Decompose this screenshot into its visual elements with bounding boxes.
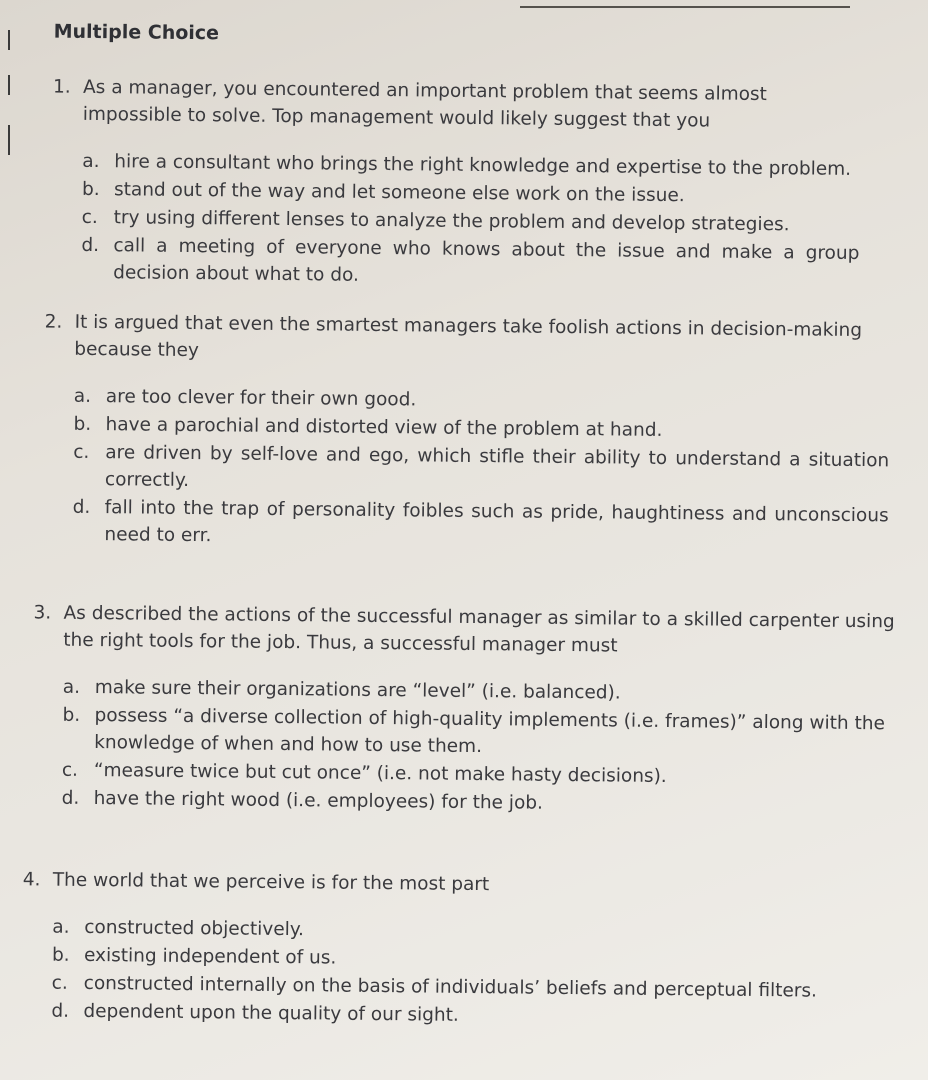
question-text: It is argued that even the smartest managers take foolish actions in decision-making because they: [74, 311, 863, 362]
option-letter: d.: [81, 234, 100, 257]
question-number: 3.: [33, 602, 52, 624]
question-number: 1.: [52, 76, 71, 98]
option-text: possess “a diverse collection of high-quality implements (i.e. frames)” along with the knowledge of when and how to use them.: [94, 705, 886, 758]
question-number: 2.: [44, 311, 63, 333]
option-list: [51, 914, 888, 1034]
option-letter: d.: [72, 496, 91, 518]
option-letter: a.: [82, 150, 100, 173]
question-3: [31, 599, 895, 821]
option-c: [73, 439, 890, 502]
option-letter: b.: [73, 413, 92, 435]
option-b: [62, 702, 895, 765]
option-letter: c.: [81, 206, 98, 229]
option-text: fall into the trap of personality foibles such as pride, haughtiness and unconscious need to err.: [104, 497, 889, 547]
option-d: [72, 494, 889, 557]
option-list: [72, 383, 890, 557]
question-text: The world that we perceive is for the most part: [52, 869, 490, 896]
option-letter: b.: [62, 704, 81, 726]
option-letter: c.: [51, 972, 68, 994]
option-text: constructed objectively.: [84, 916, 305, 941]
question-2: [42, 308, 890, 557]
option-list: [62, 674, 895, 821]
option-text: “measure twice but cut once” (i.e. not make hasty decisions).: [93, 760, 667, 788]
option-letter: d.: [61, 787, 80, 809]
option-text: are too clever for their own good.: [105, 386, 417, 411]
question-1: [51, 74, 861, 295]
option-text: existing independent of us.: [83, 944, 337, 969]
option-letter: c.: [73, 441, 90, 463]
option-letter: a.: [62, 676, 81, 698]
question-4: [21, 866, 889, 1034]
section-title: Multiple Choice: [53, 20, 220, 45]
option-text: constructed internally on the basis of individuals’ beliefs and perceptual filters.: [83, 972, 818, 1002]
option-letter: b.: [51, 944, 70, 966]
option-letter: a.: [52, 916, 70, 938]
option-text: call a meeting of everyone who knows about the issue and make a group decision about what to do.: [113, 235, 860, 286]
option-letter: d.: [51, 1000, 70, 1022]
option-letter: b.: [81, 178, 100, 201]
option-list: [81, 148, 860, 294]
option-text: try using different lenses to analyze the problem and develop strategies.: [113, 207, 790, 236]
option-text: are driven by self-love and ego, which stifle their ability to understand a situation correctly.: [104, 442, 890, 492]
option-letter: a.: [73, 385, 92, 407]
option-text: dependent upon the quality of our sight.: [83, 1000, 459, 1026]
question-text: As a manager, you encountered an important problem that seems almost impossible to solve. Top management would likely suggest that you: [82, 76, 767, 132]
option-text: have the right wood (i.e. employees) for the job.: [93, 788, 544, 814]
option-letter: c.: [61, 759, 79, 781]
option-d: [81, 232, 860, 294]
option-text: have a parochial and distorted view of the problem at hand.: [105, 414, 663, 441]
question-text: As described the actions of the successful manager as similar to a skilled carpenter using the right tools for the job. Thus, a successful manager must: [63, 602, 895, 657]
option-text: make sure their organizations are “level” (i.e. balanced).: [94, 677, 621, 704]
option-text: hire a consultant who brings the right knowledge and expertise to the problem.: [114, 151, 852, 180]
question-number: 4.: [22, 869, 41, 891]
option-text: stand out of the way and let someone else work on the issue.: [113, 179, 685, 207]
